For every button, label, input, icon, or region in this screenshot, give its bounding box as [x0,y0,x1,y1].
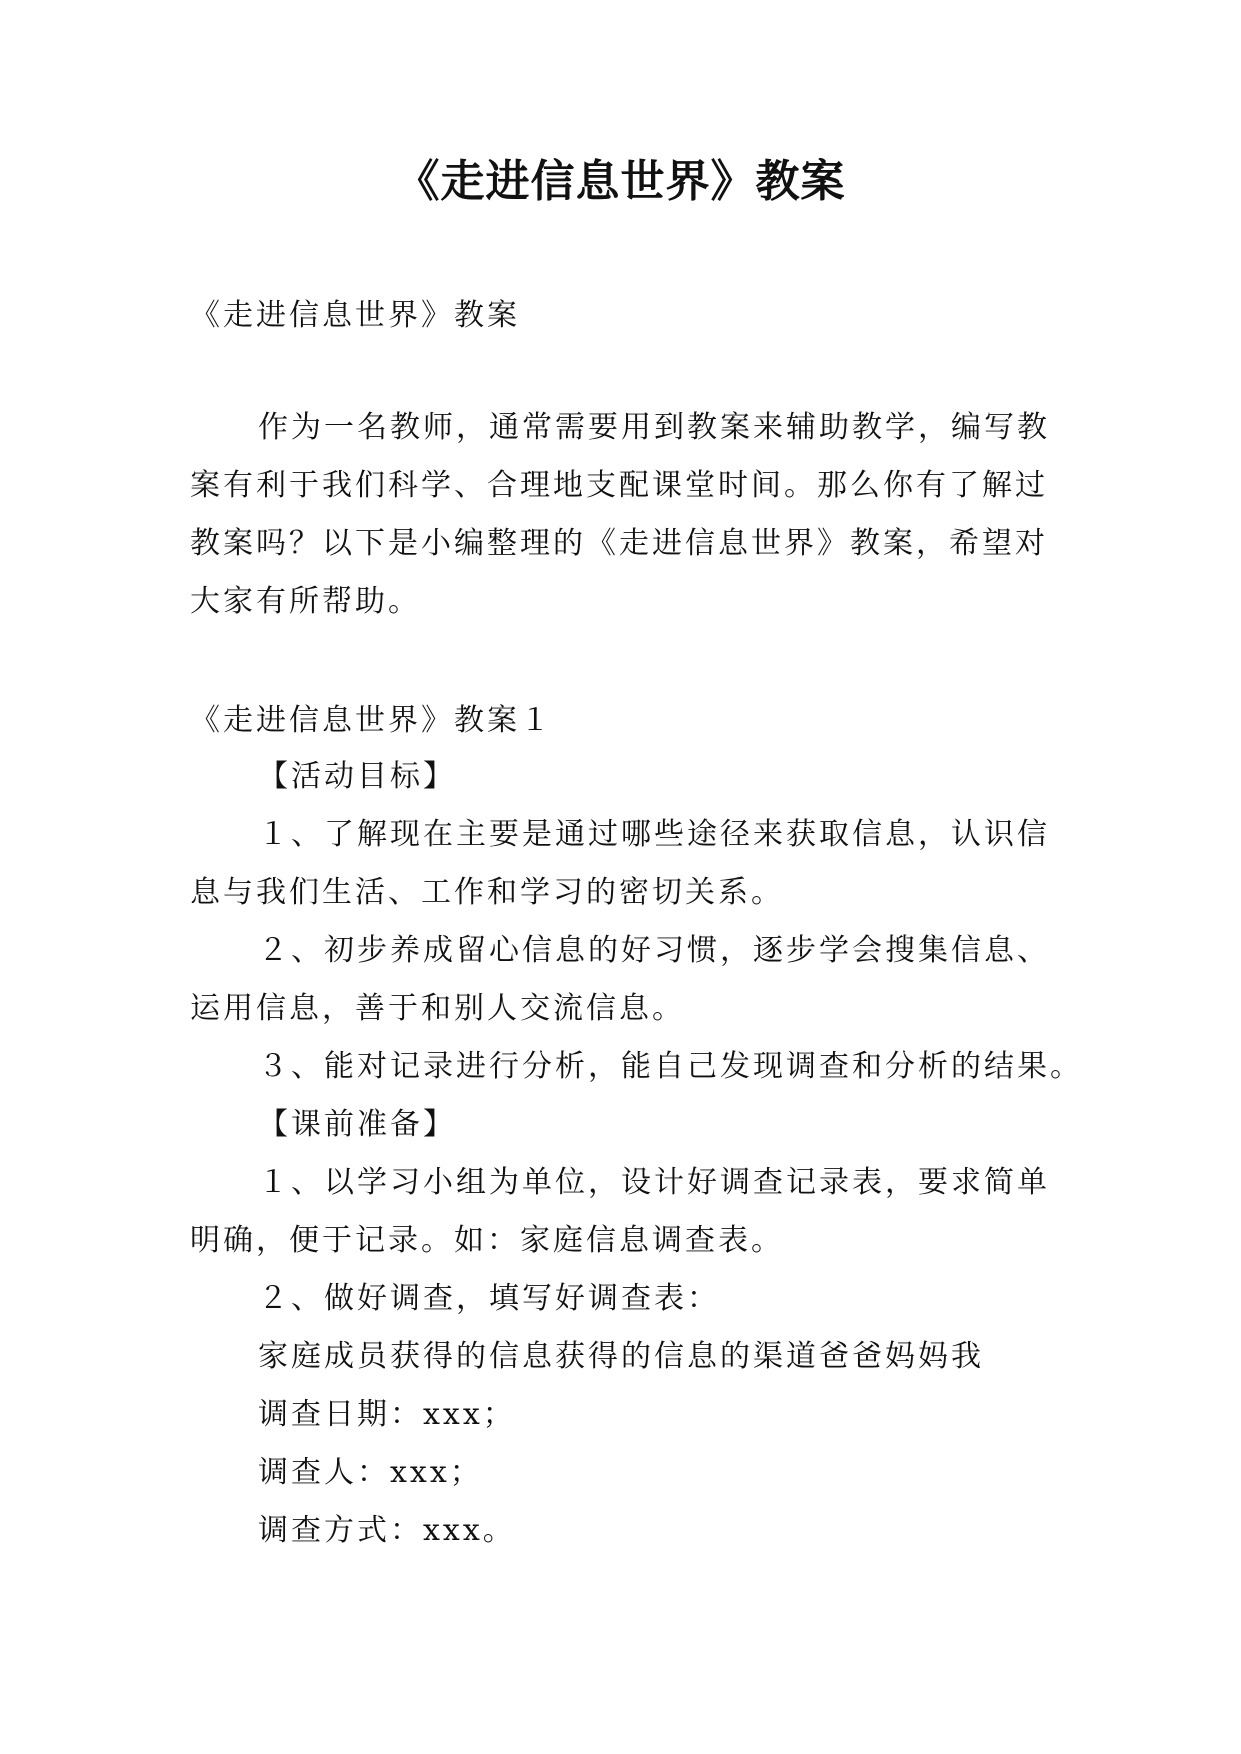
intro-line-1: 作为一名教师，通常需要用到教案来辅助教学，编写教 [258,410,1050,445]
intro-line-2: 案有利于我们科学、合理地支配课堂时间。那么你有了解过 [190,468,1048,503]
section-title: 《走进信息世界》教案１ [190,703,553,738]
intro-line-3: 教案吗？以下是小编整理的《走进信息世界》教案，希望对 [190,526,1048,561]
intro-line-4: 大家有所帮助。 [190,584,421,619]
survey-table-line: 家庭成员获得的信息获得的信息的渠道爸爸妈妈我 [258,1339,984,1374]
goal-1-line-1: １、了解现在主要是通过哪些途径来获取信息，认识信 [258,817,1050,852]
goal-3: ３、能对记录进行分析，能自己发现调查和分析的结果。 [258,1049,1083,1084]
survey-date: 调查日期：xxx； [258,1397,516,1432]
document-subtitle: 《走进信息世界》教案 [190,298,520,333]
prep-1-line-2: 明确，便于记录。如：家庭信息调查表。 [190,1223,784,1258]
goal-2-line-1: ２、初步养成留心信息的好习惯，逐步学会搜集信息、 [258,933,1050,968]
goal-1-line-2: 息与我们生活、工作和学习的密切关系。 [190,875,784,910]
prep-heading: 【课前准备】 [258,1107,456,1142]
survey-method: 调查方式：xxx。 [258,1513,516,1548]
surveyor: 调查人：xxx； [258,1455,483,1490]
prep-1-line-1: １、以学习小组为单位，设计好调查记录表，要求简单 [258,1165,1050,1200]
prep-2: ２、做好调查，填写好调查表： [258,1281,720,1316]
goal-2-line-2: 运用信息，善于和别人交流信息。 [190,991,685,1026]
document-title: 《走进信息世界》教案 [395,156,846,207]
goals-heading: 【活动目标】 [258,759,456,794]
